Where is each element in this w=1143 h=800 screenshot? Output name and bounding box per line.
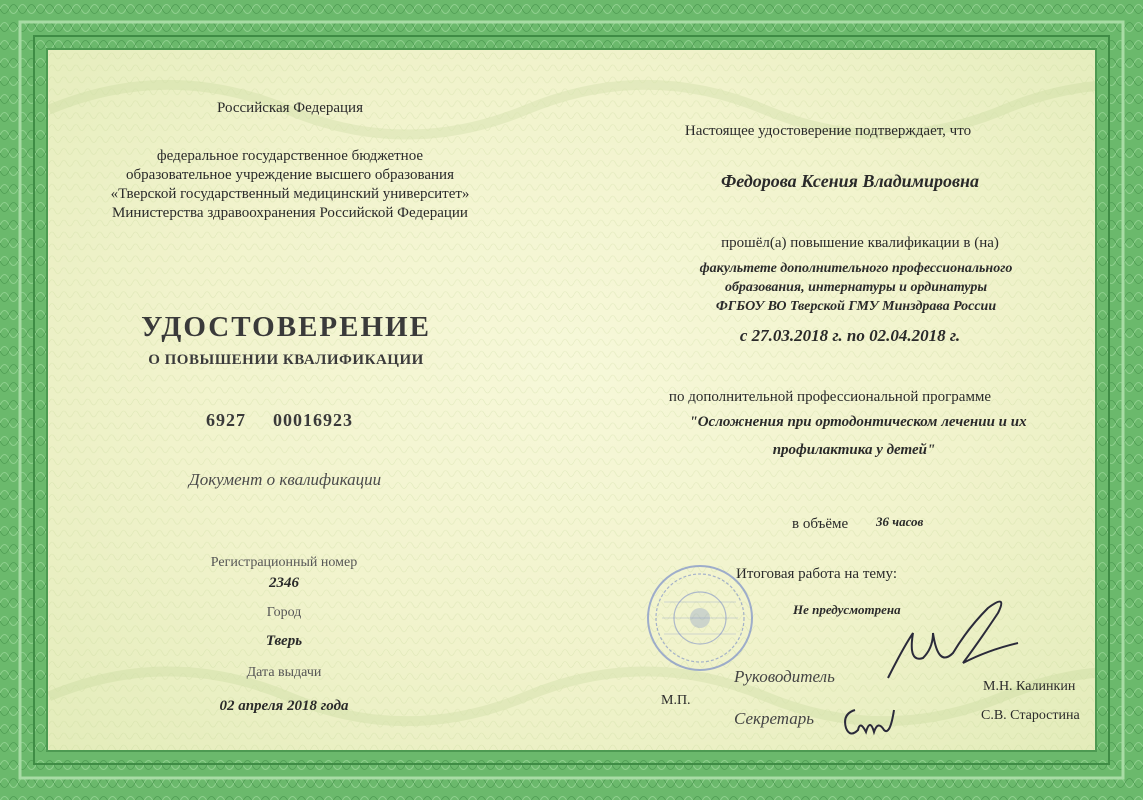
mp-label: М.П.: [661, 693, 691, 708]
document-subtitle: О ПОВЫШЕНИИ КВАЛИФИКАЦИИ: [148, 352, 424, 368]
city-value: Тверь: [265, 633, 303, 649]
institution-line: «Тверской государственный медицинский университет»: [110, 186, 470, 202]
passed-text: прошёл(а) повышение квалификации в (на): [721, 235, 999, 251]
head-label: Руководитель: [734, 667, 835, 686]
volume-label: в объёме: [792, 516, 849, 532]
secretary-label: Секретарь: [734, 709, 814, 728]
official-seal-stamp: [644, 562, 756, 674]
study-period: с 27.03.2018 г. по 02.04.2018 г.: [739, 326, 961, 345]
secretary-name: С.В. Старостина: [981, 708, 1080, 723]
intro-text: Настоящее удостоверение подтверждает, что: [684, 123, 972, 139]
faculty-line: ФГБОУ ВО Тверской ГМУ Минздрава России: [715, 299, 997, 314]
reg-number-value: 2346: [269, 575, 299, 591]
volume-value: 36 часов: [876, 514, 924, 529]
serial-series: 6927: [206, 410, 246, 430]
program-intro: по дополнительной профессиональной программе: [668, 389, 992, 405]
institution-line: федеральное государственное бюджетное: [156, 148, 424, 164]
reg-number-label: Регистрационный номер: [210, 555, 358, 570]
holder-name: Федорова Ксения Владимировна: [720, 171, 980, 191]
program-line: профилактика у детей": [772, 442, 936, 458]
issue-date-value: 02 апреля 2018 года: [219, 698, 349, 714]
document-title: УДОСТОВЕРЕНИЕ: [141, 311, 431, 343]
issue-date-label: Дата выдачи: [246, 665, 322, 680]
institution-line: образовательное учреждение высшего образования: [126, 167, 454, 183]
final-work-value: Не предусмотрена: [793, 602, 901, 617]
secretary-signature: [840, 702, 900, 744]
faculty-line: образования, интернатуры и ординатуры: [724, 280, 988, 295]
institution-line: Министерства здравоохранения Российской Федерации: [112, 205, 468, 221]
country-label: Российская Федерация: [217, 100, 363, 116]
serial-number: 00016923: [273, 410, 353, 430]
head-signature: [878, 588, 1028, 688]
head-name: М.Н. Калинкин: [983, 679, 1076, 694]
city-label: Город: [266, 605, 302, 620]
program-line: "Осложнения при ортодонтическом лечении и их: [689, 414, 1027, 430]
document-type: Документ о квалификации: [188, 470, 382, 489]
final-work-label: Итоговая работа на тему:: [736, 566, 898, 582]
faculty-line: факультете дополнительного профессионального: [699, 261, 1013, 276]
